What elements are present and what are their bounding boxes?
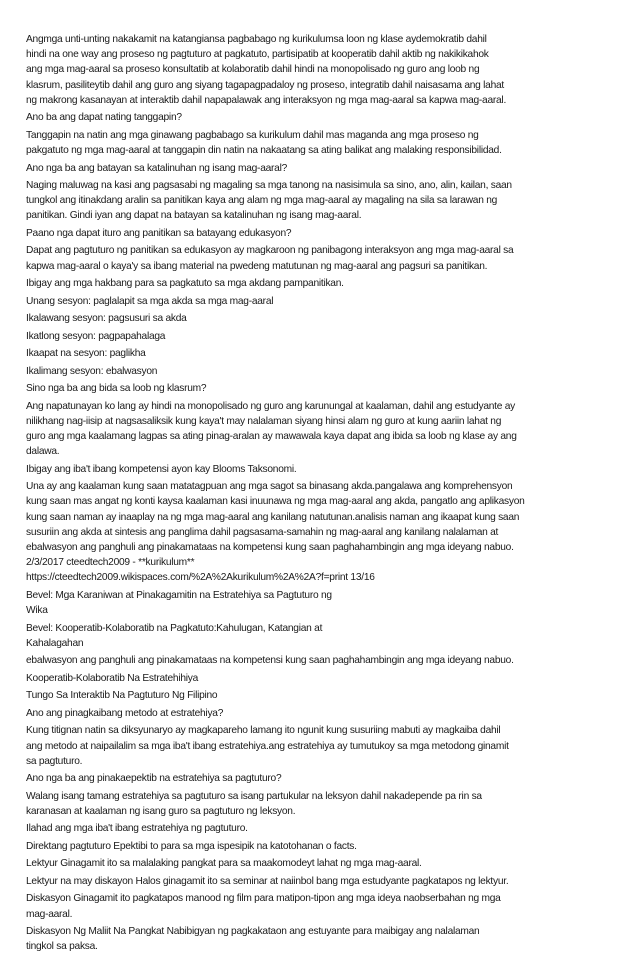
- paragraph: [26, 32, 616, 108]
- text-line: Kung titignan natin sa diksyunaryo ay magkapareho lamang ito ngunit kung susuriing mabuti ay magkaiba dahil: [26, 725, 501, 737]
- text-line: klasrum, pasiliteytib dahil ang guro ang siyang tagapagpadaloy ng proseso, integratib dahil naisasama ang lahat: [26, 79, 504, 91]
- text-line: Kooperatib-Kolaboratib Na Estratehihiya: [26, 672, 199, 684]
- text-line: guro ang mga kaalamang lagpas sa ating pinag-aralan ay mawawala kaya dapat ang ibida sa loob ng klase ay ang: [26, 431, 517, 443]
- text-line: Bevel: Mga Karaniwan at Pinakagamitin na Estratehiya sa Pagtuturo ng: [26, 589, 332, 601]
- paragraph: [26, 891, 616, 921]
- text-line: Ikaapat na sesyon: paglikha: [26, 348, 146, 360]
- text-line: Bevel: Kooperatib-Kolaboratib na Pagkatuto:Kahulugan, Katangian at: [26, 622, 323, 634]
- text-line: Unang sesyon: paglalapit sa mga akda sa mga mag-aaral: [26, 295, 274, 307]
- text-line: ng makrong kasanayan at interaktib dahil napapalawak ang interaksyon ng mga mag-aaral sa kapwa mag-aaral.: [26, 94, 507, 106]
- text-line: Ikatlong sesyon: pagpapahalaga: [26, 330, 166, 342]
- text-line: Naging maluwag na kasi ang pagsasabi ng magaling sa mga tanong na nasisimula sa sino, ano, alin, kailan, saan: [26, 180, 512, 192]
- text-line: Ibigay ang iba't ibang kompetensi ayon kay Blooms Taksonomi.: [26, 463, 297, 475]
- paragraph: [26, 588, 616, 618]
- text-line: Kahalagahan: [26, 637, 84, 649]
- text-line: Una ay ang kaalaman kung saan matatagpuan ang mga sagot sa binasang akda.pangalawa ang komprehensyon: [26, 481, 513, 493]
- paragraph: [26, 479, 616, 585]
- text-line: Tungo Sa Interaktib Na Pagtuturo Ng Filipino: [26, 690, 218, 702]
- text-line: sa pagtuturo.: [26, 755, 83, 767]
- text-line: tungkol ang itinakdang aralin sa panitikan kaya ang alam ng mga mag-aaral ay magaling na sila sa larawan ng: [26, 195, 498, 207]
- text-line: Ano nga ba ang pinakaepektib na estratehiya sa pagtuturo?: [26, 773, 282, 785]
- text-line: kung saan naman ay inaaplay na ng mga mag-aaral ang kanilang natutunan.analisis naman ang ikaapat kung saan: [26, 511, 520, 523]
- text-line: 2/3/2017 cteedtech2009 - **kurikulum**: [26, 557, 195, 569]
- paragraph: [26, 789, 616, 819]
- text-line: Lektyur Ginagamit ito sa malalaking pangkat para sa maakomodeyt lahat ng mga mag-aaral.: [26, 858, 422, 870]
- text-line: mag-aaral.: [26, 908, 73, 920]
- text-line: Walang isang tamang estratehiya sa pagtuturo sa isang partukular na leksyon dahil nakadepende pa rin sa: [26, 790, 482, 802]
- text-line: ang mga mag-aaral sa proseso konsultatib at kolaboratib dahil hindi na monopolisado ng guro ang loob ng: [26, 64, 480, 76]
- paragraph: [26, 839, 616, 854]
- paragraph: [26, 178, 616, 224]
- text-line: pakgatuto ng mga mag-aaral at tanggapin din natin na nakaatang sa ating balikat ang malaking responsibilidad.: [26, 145, 502, 157]
- text-line: Ikalawang sesyon: pagsusuri sa akda: [26, 313, 187, 325]
- text-line: Ano ang pinagkaibang metodo at estratehiya?: [26, 707, 224, 719]
- paragraph: [26, 161, 616, 176]
- text-line: Ibigay ang mga hakbang para sa pagkatuto sa mga akdang pampanitikan.: [26, 278, 344, 290]
- paragraph: [26, 329, 616, 344]
- text-line: ebalwasyon ang panghuli ang pinakamataas na kompetensi kung saan paghahambingin ang mga ideyang nabuo.: [26, 542, 514, 554]
- text-line: susuriin ang akda at sintesis ang panglima dahil pagsasama-samahin ng mag-aaral ang kanilang nalalaman at: [26, 526, 499, 538]
- text-line: Diskasyon Ng Maliit Na Pangkat Nabibigyan ng pagkakataon ang estuyante para maibigay ang nalalaman: [26, 926, 480, 938]
- text-line: karanasan at kaalaman ng isang guro sa pagtuturo ng leksyon.: [26, 805, 296, 817]
- text-line: Ano ba ang dapat nating tanggapin?: [26, 112, 182, 124]
- paragraph: [26, 856, 616, 871]
- text-line: Angmga unti-unting nakakamit na katangiansa pagbabago ng kurikulumsa loon ng klase aydemokratib dahil: [26, 34, 487, 45]
- text-line: Lektyur na may diskayon Halos ginagamit ito sa seminar at naiinbol bang mga estudyante pagkatapos ng lektyur.: [26, 875, 509, 887]
- text-line: ang metodo at naipailalim sa mga iba't ibang estratehiya.ang estratehiya ay tumutukoy sa mga metodong ginamit: [26, 740, 509, 752]
- text-line: ebalwasyon ang panghuli ang pinakamataas na kompetensi kung saan paghahambingin ang mga ideyang nabuo.: [26, 655, 514, 667]
- text-line: Paano nga dapat ituro ang panitikan sa batayang edukasyon?: [26, 227, 292, 239]
- paragraph: [26, 706, 616, 721]
- text-line: Ano nga ba ang batayan sa katalinuhan ng isang mag-aaral?: [26, 162, 288, 174]
- text-line: Diskasyon Ginagamit ito pagkatapos manood ng film para matipon-tipon ang mga ideya naobserbahan ng mga: [26, 893, 501, 905]
- text-line: Wika: [26, 605, 48, 617]
- paragraph: [26, 462, 616, 477]
- text-line: panitikan. Gindi iyan ang dapat na batayan sa katalinuhan ng isang mag-aaral.: [26, 210, 362, 222]
- document-body: [26, 32, 616, 957]
- text-line: Ilahad ang mga iba't ibang estratehiya ng pagtuturo.: [26, 823, 248, 835]
- paragraph: [26, 821, 616, 836]
- paragraph: [26, 128, 616, 158]
- paragraph: [26, 311, 616, 326]
- paragraph: [26, 621, 616, 651]
- paragraph: [26, 110, 616, 125]
- paragraph: [26, 653, 616, 668]
- text-line: https://cteedtech2009.wikispaces.com/%2A%2Akurikulum%2A%2A?f=print 13/16: [26, 572, 375, 584]
- paragraph: [26, 723, 616, 769]
- text-line: nilikhang nag-iisip at nagsasaliksik kung kaya't may nalalaman siyang hinsi alam ng guro at kung aariin lahat ng: [26, 415, 502, 427]
- text-line: dalawa.: [26, 446, 60, 458]
- text-line: kung saan mas angat ng konti kaysa kaalaman kasi inuunawa ng mga mag-aaral ang akda, pangatlo ang aplikasyon: [26, 496, 525, 508]
- text-line: hindi na one way ang proseso ng pagtuturo at pagkatuto, partisipatib at kooperatib dahil aktib ng nakikikahok: [26, 49, 489, 61]
- text-line: Sino nga ba ang bida sa loob ng klasrum?: [26, 383, 207, 395]
- paragraph: [26, 924, 616, 954]
- text-line: kapwa mag-aaral o kaya'y sa ibang material na pwedeng matutunan ng mag-aaral ang pagsuri sa panitikan.: [26, 260, 488, 272]
- text-line: Direktang pagtuturo Epektibi to para sa mga ispesipik na katotohanan o facts.: [26, 840, 357, 852]
- paragraph: [26, 226, 616, 241]
- text-line: Ikalimang sesyon: ebalwasyon: [26, 365, 158, 377]
- text-line: tingkol sa paksa.: [26, 941, 98, 953]
- paragraph: [26, 771, 616, 786]
- text-line: Ang napatunayan ko lang ay hindi na monopolisado ng guro ang karunungal at kaalaman, dahil ang estudyante ay: [26, 400, 515, 412]
- paragraph: [26, 243, 616, 273]
- paragraph: [26, 364, 616, 379]
- paragraph: [26, 346, 616, 361]
- text-line: Tanggapin na natin ang mga ginawang pagbabago sa kurikulum dahil mas maganda ang mga proseso ng: [26, 129, 479, 141]
- paragraph: [26, 294, 616, 309]
- paragraph: [26, 671, 616, 686]
- paragraph: [26, 276, 616, 291]
- paragraph: [26, 688, 616, 703]
- paragraph: [26, 874, 616, 889]
- paragraph: [26, 381, 616, 396]
- text-line: Dapat ang pagtuturo ng panitikan sa edukasyon ay magkaroon ng panibagong interaksyon ang mga mag-aaral sa: [26, 245, 514, 257]
- paragraph: [26, 399, 616, 460]
